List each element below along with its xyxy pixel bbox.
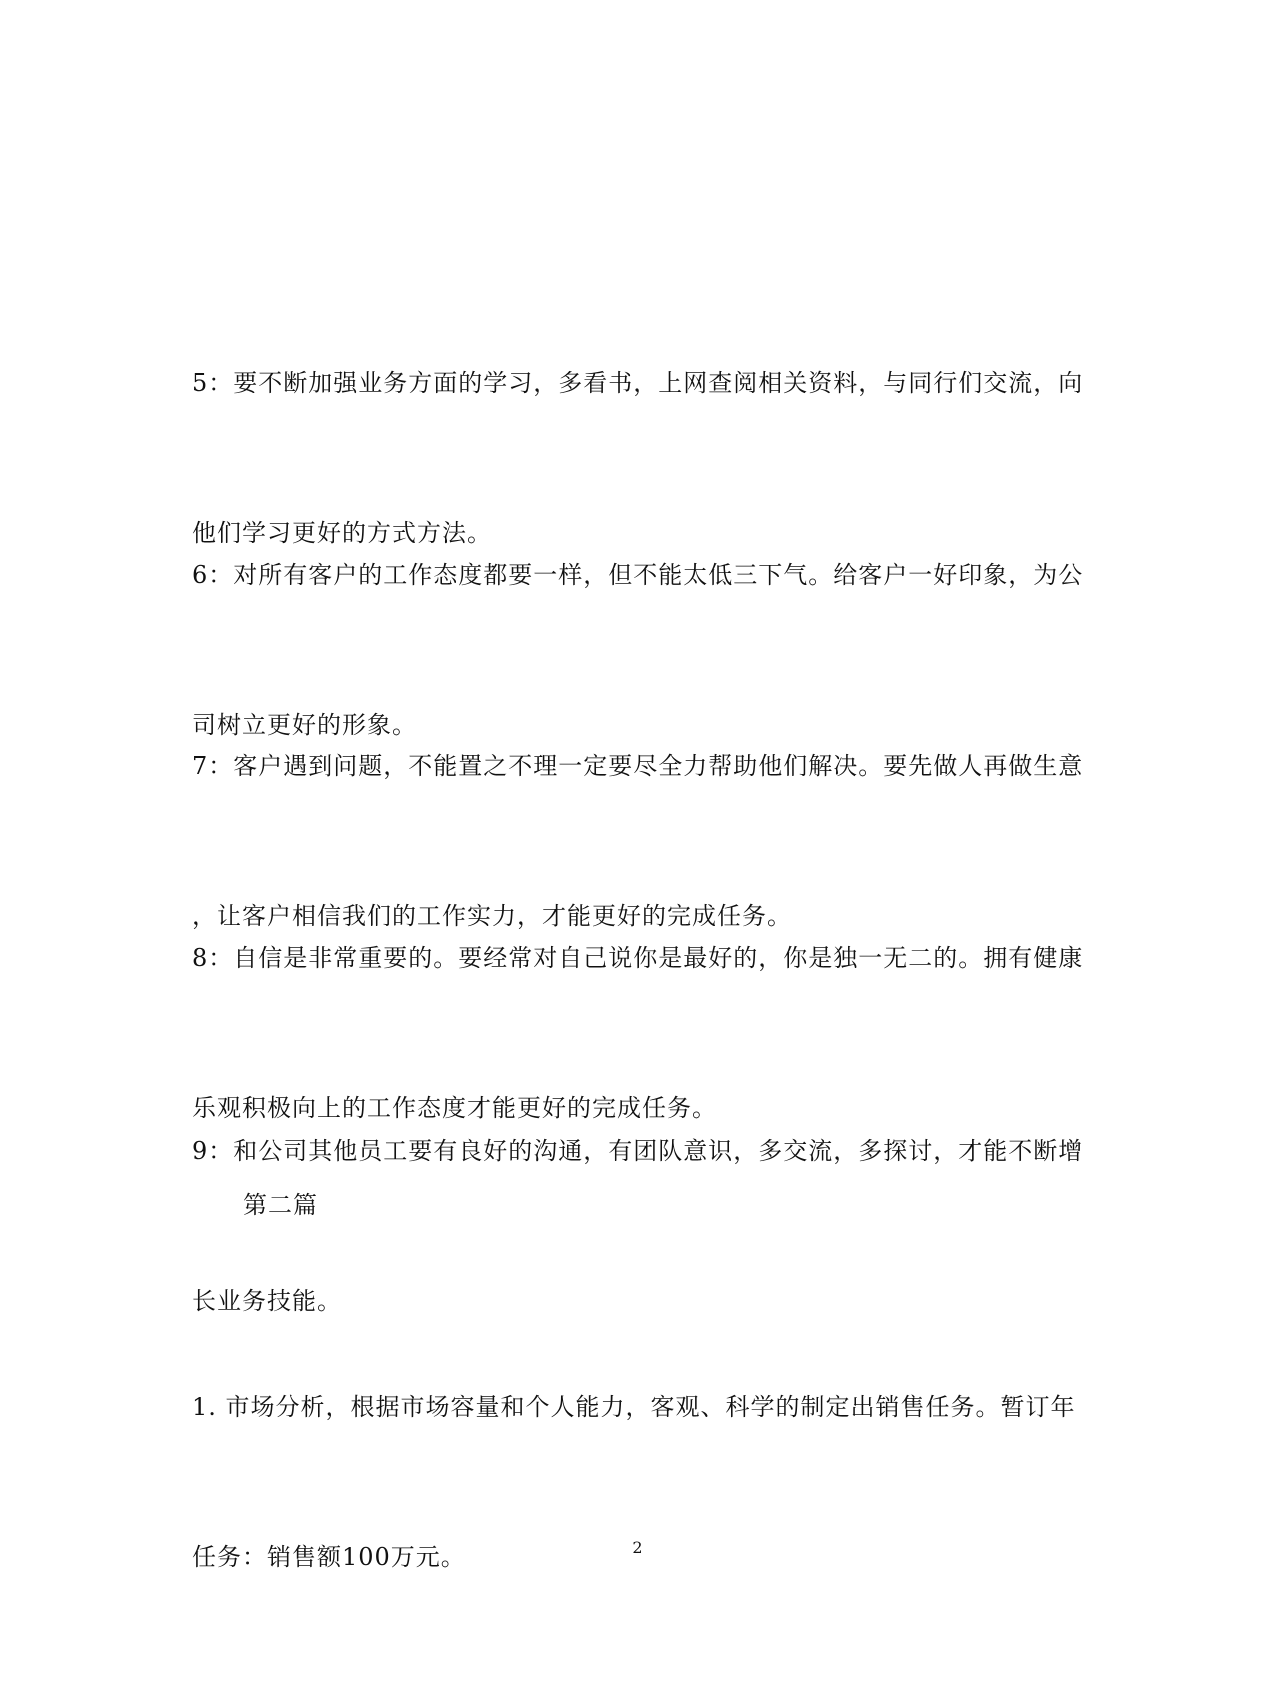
- paragraph-line: 8：自信是非常重要的。要经常对自己说你是最好的，你是独一无二的。拥有健康: [192, 944, 1084, 972]
- paragraph-line: 乐观积极向上的工作态度才能更好的完成任务。: [192, 1094, 717, 1122]
- section-heading: 第二篇: [243, 1191, 318, 1219]
- paragraph-line: 7：客户遇到问题，不能置之不理一定要尽全力帮助他们解决。要先做人再做生意: [192, 752, 1084, 780]
- page-number: 2: [632, 1538, 643, 1557]
- paragraph-line: ，让客户相信我们的工作实力，才能更好的完成任务。: [192, 902, 792, 930]
- paragraph-line: 任务：销售额100万元。: [192, 1543, 466, 1571]
- paragraph-line: 长业务技能。: [192, 1287, 342, 1315]
- paragraph-line: 9：和公司其他员工要有良好的沟通，有团队意识，多交流，多探讨，才能不断增: [192, 1137, 1084, 1165]
- paragraph-line: 6：对所有客户的工作态度都要一样，但不能太低三下气。给客户一好印象，为公: [192, 561, 1084, 589]
- paragraph-line: 他们学习更好的方式方法。: [192, 519, 492, 547]
- paragraph-line: 1. 市场分析，根据市场容量和个人能力，客观、科学的制定出销售任务。暂订年: [192, 1393, 1076, 1421]
- paragraph-line: 5：要不断加强业务方面的学习，多看书，上网查阅相关资料，与同行们交流，向: [192, 369, 1084, 397]
- section-paragraph: [192, 1282, 1092, 1682]
- paragraph-line: 司树立更好的形象。: [192, 711, 417, 739]
